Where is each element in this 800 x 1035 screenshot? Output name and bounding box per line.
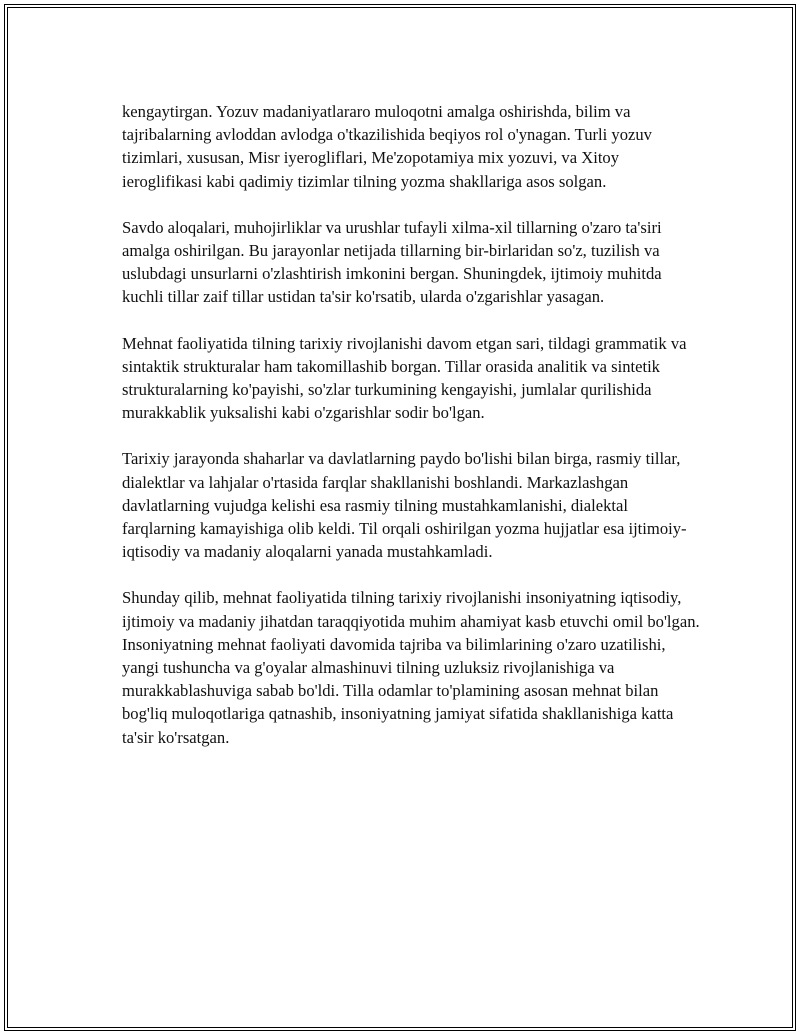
paragraph-3: Mehnat faoliyatida tilning tarixiy rivojlanishi davom etgan sari, tildagi grammatik va sintaktik strukturalar ham takomillashib borgan. Tillar orasida analitik va sintetik strukturalarning ko'payishi, so'zlar turkumining kengayishi, jumlalar qurilishida murakkablik yuksalishi kabi o'zgarishlar sodir bo'lgan. [122,333,687,423]
paragraph-2: Savdo aloqalari, muhojirliklar va urushlar tufayli xilma-xil tillarning o'zaro ta'siri amalga oshirilgan. Bu jarayonlar netijada tillarning bir-birlaridan so'z, tuzilish va uslubdagi unsurlarni o'zlashtirish imkonini bergan. Shuningdek, ijtimoiy muhitda kuchli tillar zaif tillar ustidan ta'sir ko'rsatib, ularda o'zgarishlar yasagan. [122,217,662,307]
paragraph-5: Shunday qilib, mehnat faoliyatida tilning tarixiy rivojlanishi insoniyatning iqtisodiy, ijtimoiy va madaniy jihatdan taraqqiyotida muhim ahamiyat kasb etuvchi omil bo'lgan. Insoniyatning mehnat faoliyati davomida tajriba va bilimlarining o'zaro uzatilishi, yangi tushuncha va g'oyalar almashinuvi tilning uzluksiz rivojlanishiga va murakkablashuviga sabab bo'ldi. Tilla odamlar to'plamining asosan mehnat bilan bog'liq muloqotlariga qatnashib, insoniyatning jamiyat sifatida shakllanishiga katta ta'sir ko'rsatgan. [122,588,700,747]
page-border [4,4,796,1031]
paragraph-1: kengaytirgan. Yozuv madaniyatlararo muloqotni amalga oshirishda, bilim va tajribalarning avloddan avlodga o'tkazilishida beqiyos rol o'ynagan. Turli yozuv tizimlari, xususan, Misr iyerogliflari, Me'zopotamiya mix yozuvi, va Xitoy ieroglifikasi kabi qadimiy tizimlar tilning yozma shakllariga asos solgan. [122,102,652,191]
document-body [122,100,702,772]
paragraph-4: Tarixiy jarayonda shaharlar va davlatlarning paydo bo'lishi bilan birga, rasmiy tillar, dialektlar va lahjalar o'rtasida farqlar shakllanishi boshlandi. Markazlashgan davlatlarning vujudga kelishi esa rasmiy tilning mustahkamlanishi, dialektal farqlarning kamayishiga olib keldi. Til orqali oshirilgan yozma hujjatlar esa ijtimoiy-iqtisodiy va madaniy aloqalarni yanada mustahkamladi. [122,449,687,562]
